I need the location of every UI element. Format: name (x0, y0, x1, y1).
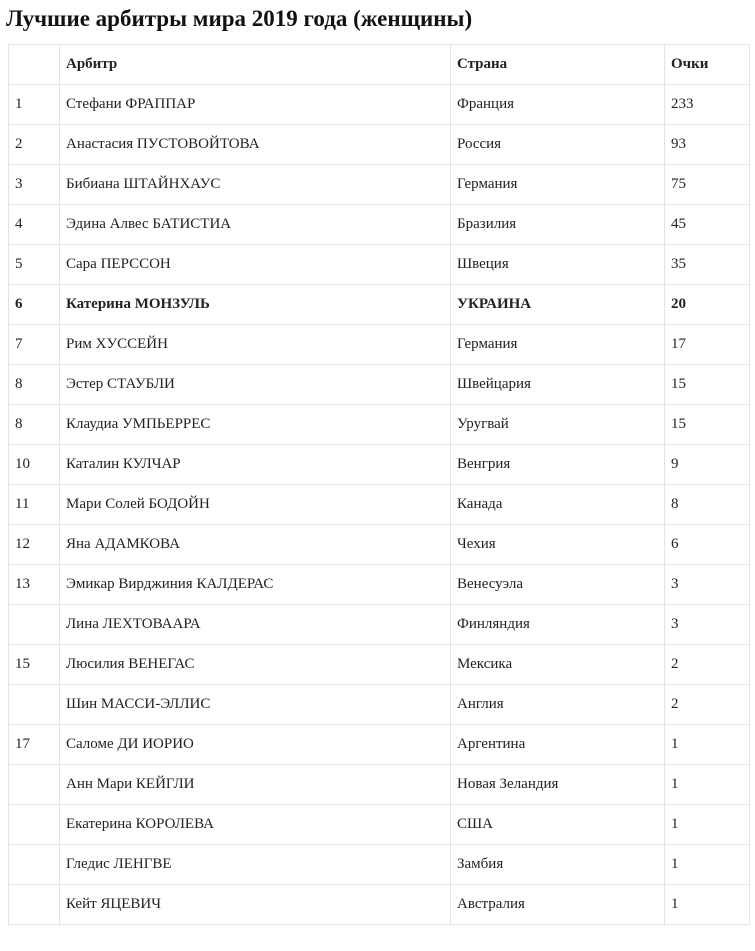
table-row (9, 85, 750, 125)
points-cell: 1 (665, 845, 750, 885)
country-cell: Венгрия (451, 445, 665, 485)
table-row (9, 645, 750, 685)
table-row (9, 525, 750, 565)
table-row (9, 685, 750, 725)
points-cell: 9 (665, 445, 750, 485)
country-cell: УКРАИНА (451, 285, 665, 325)
referee-name-cell: Яна АДАМКОВА (60, 525, 451, 565)
country-cell: Аргентина (451, 725, 665, 765)
rank-cell: 8 (9, 365, 60, 405)
rank-cell: 10 (9, 445, 60, 485)
country-cell: Бразилия (451, 205, 665, 245)
country-cell: Австралия (451, 885, 665, 925)
rank-cell: 12 (9, 525, 60, 565)
points-cell: 15 (665, 365, 750, 405)
referee-name-cell: Рим ХУССЕЙН (60, 325, 451, 365)
country-cell: Чехия (451, 525, 665, 565)
referee-name-cell: Эстер СТАУБЛИ (60, 365, 451, 405)
referee-name-cell: Саломе ДИ ИОРИО (60, 725, 451, 765)
points-cell: 1 (665, 805, 750, 845)
points-cell: 1 (665, 765, 750, 805)
points-cell: 3 (665, 605, 750, 645)
rank-cell: 5 (9, 245, 60, 285)
points-cell: 93 (665, 125, 750, 165)
rank-cell (9, 885, 60, 925)
referee-name-cell: Анастасия ПУСТОВОЙТОВА (60, 125, 451, 165)
rank-cell: 17 (9, 725, 60, 765)
referee-name-cell: Эмикар Вирджиния КАЛДЕРАС (60, 565, 451, 605)
rank-cell: 8 (9, 405, 60, 445)
rank-cell: 7 (9, 325, 60, 365)
table-row (9, 845, 750, 885)
country-cell: Германия (451, 165, 665, 205)
points-cell: 2 (665, 645, 750, 685)
country-cell: Швеция (451, 245, 665, 285)
referee-name-cell: Люсилия ВЕНЕГАС (60, 645, 451, 685)
country-cell: Канада (451, 485, 665, 525)
table-row (9, 365, 750, 405)
rank-cell (9, 805, 60, 845)
referee-name-cell: Лина ЛЕХТОВААРА (60, 605, 451, 645)
referee-ranking-table (8, 44, 750, 925)
rank-cell: 6 (9, 285, 60, 325)
referee-name-cell: Бибиана ШТАЙНХАУС (60, 165, 451, 205)
column-header-points: Очки (665, 45, 750, 85)
points-cell: 35 (665, 245, 750, 285)
referee-name-cell: Шин МАССИ-ЭЛЛИС (60, 685, 451, 725)
referee-name-cell: Каталин КУЛЧАР (60, 445, 451, 485)
table-row (9, 245, 750, 285)
table-row (9, 285, 750, 325)
rank-cell: 15 (9, 645, 60, 685)
points-cell: 1 (665, 885, 750, 925)
country-cell: Англия (451, 685, 665, 725)
referee-name-cell: Кейт ЯЦЕВИЧ (60, 885, 451, 925)
points-cell: 20 (665, 285, 750, 325)
rank-cell (9, 685, 60, 725)
country-cell: Германия (451, 325, 665, 365)
table-row (9, 605, 750, 645)
table-row (9, 765, 750, 805)
country-cell: США (451, 805, 665, 845)
rank-cell: 4 (9, 205, 60, 245)
points-cell: 233 (665, 85, 750, 125)
referee-name-cell: Анн Мари КЕЙГЛИ (60, 765, 451, 805)
table-row (9, 405, 750, 445)
country-cell: Мексика (451, 645, 665, 685)
rank-cell (9, 765, 60, 805)
table-row (9, 485, 750, 525)
points-cell: 75 (665, 165, 750, 205)
country-cell: Венесуэла (451, 565, 665, 605)
table-row (9, 725, 750, 765)
rank-cell: 2 (9, 125, 60, 165)
rank-cell (9, 605, 60, 645)
country-cell: Россия (451, 125, 665, 165)
column-header-country: Страна (451, 45, 665, 85)
header-row (9, 45, 750, 85)
table-row (9, 805, 750, 845)
rank-cell: 13 (9, 565, 60, 605)
country-cell: Финляндия (451, 605, 665, 645)
points-cell: 3 (665, 565, 750, 605)
points-cell: 2 (665, 685, 750, 725)
referee-name-cell: Гледис ЛЕНГВЕ (60, 845, 451, 885)
table-row (9, 565, 750, 605)
column-header-rank (9, 45, 60, 85)
points-cell: 8 (665, 485, 750, 525)
country-cell: Новая Зеландия (451, 765, 665, 805)
rank-cell: 1 (9, 85, 60, 125)
referee-name-cell: Клаудиа УМПЬЕРРЕС (60, 405, 451, 445)
points-cell: 45 (665, 205, 750, 245)
country-cell: Швейцария (451, 365, 665, 405)
rank-cell: 11 (9, 485, 60, 525)
column-header-referee: Арбитр (60, 45, 451, 85)
table-row (9, 885, 750, 925)
table-row (9, 325, 750, 365)
rank-cell (9, 845, 60, 885)
table-header (9, 45, 750, 85)
rank-cell: 3 (9, 165, 60, 205)
table-row (9, 165, 750, 205)
referee-name-cell: Сара ПЕРССОН (60, 245, 451, 285)
page-title: Лучшие арбитры мира 2019 года (женщины) (6, 6, 473, 31)
country-cell: Франция (451, 85, 665, 125)
referee-name-cell: Екатерина КОРОЛЕВА (60, 805, 451, 845)
table-row (9, 445, 750, 485)
points-cell: 1 (665, 725, 750, 765)
table-row (9, 205, 750, 245)
referee-name-cell: Мари Солей БОДОЙН (60, 485, 451, 525)
country-cell: Уругвай (451, 405, 665, 445)
points-cell: 17 (665, 325, 750, 365)
referee-name-cell: Катерина МОНЗУЛЬ (60, 285, 451, 325)
points-cell: 15 (665, 405, 750, 445)
table-body (9, 85, 750, 925)
points-cell: 6 (665, 525, 750, 565)
referee-name-cell: Эдина Алвес БАТИСТИА (60, 205, 451, 245)
referee-name-cell: Стефани ФРАППАР (60, 85, 451, 125)
country-cell: Замбия (451, 845, 665, 885)
table-row (9, 125, 750, 165)
